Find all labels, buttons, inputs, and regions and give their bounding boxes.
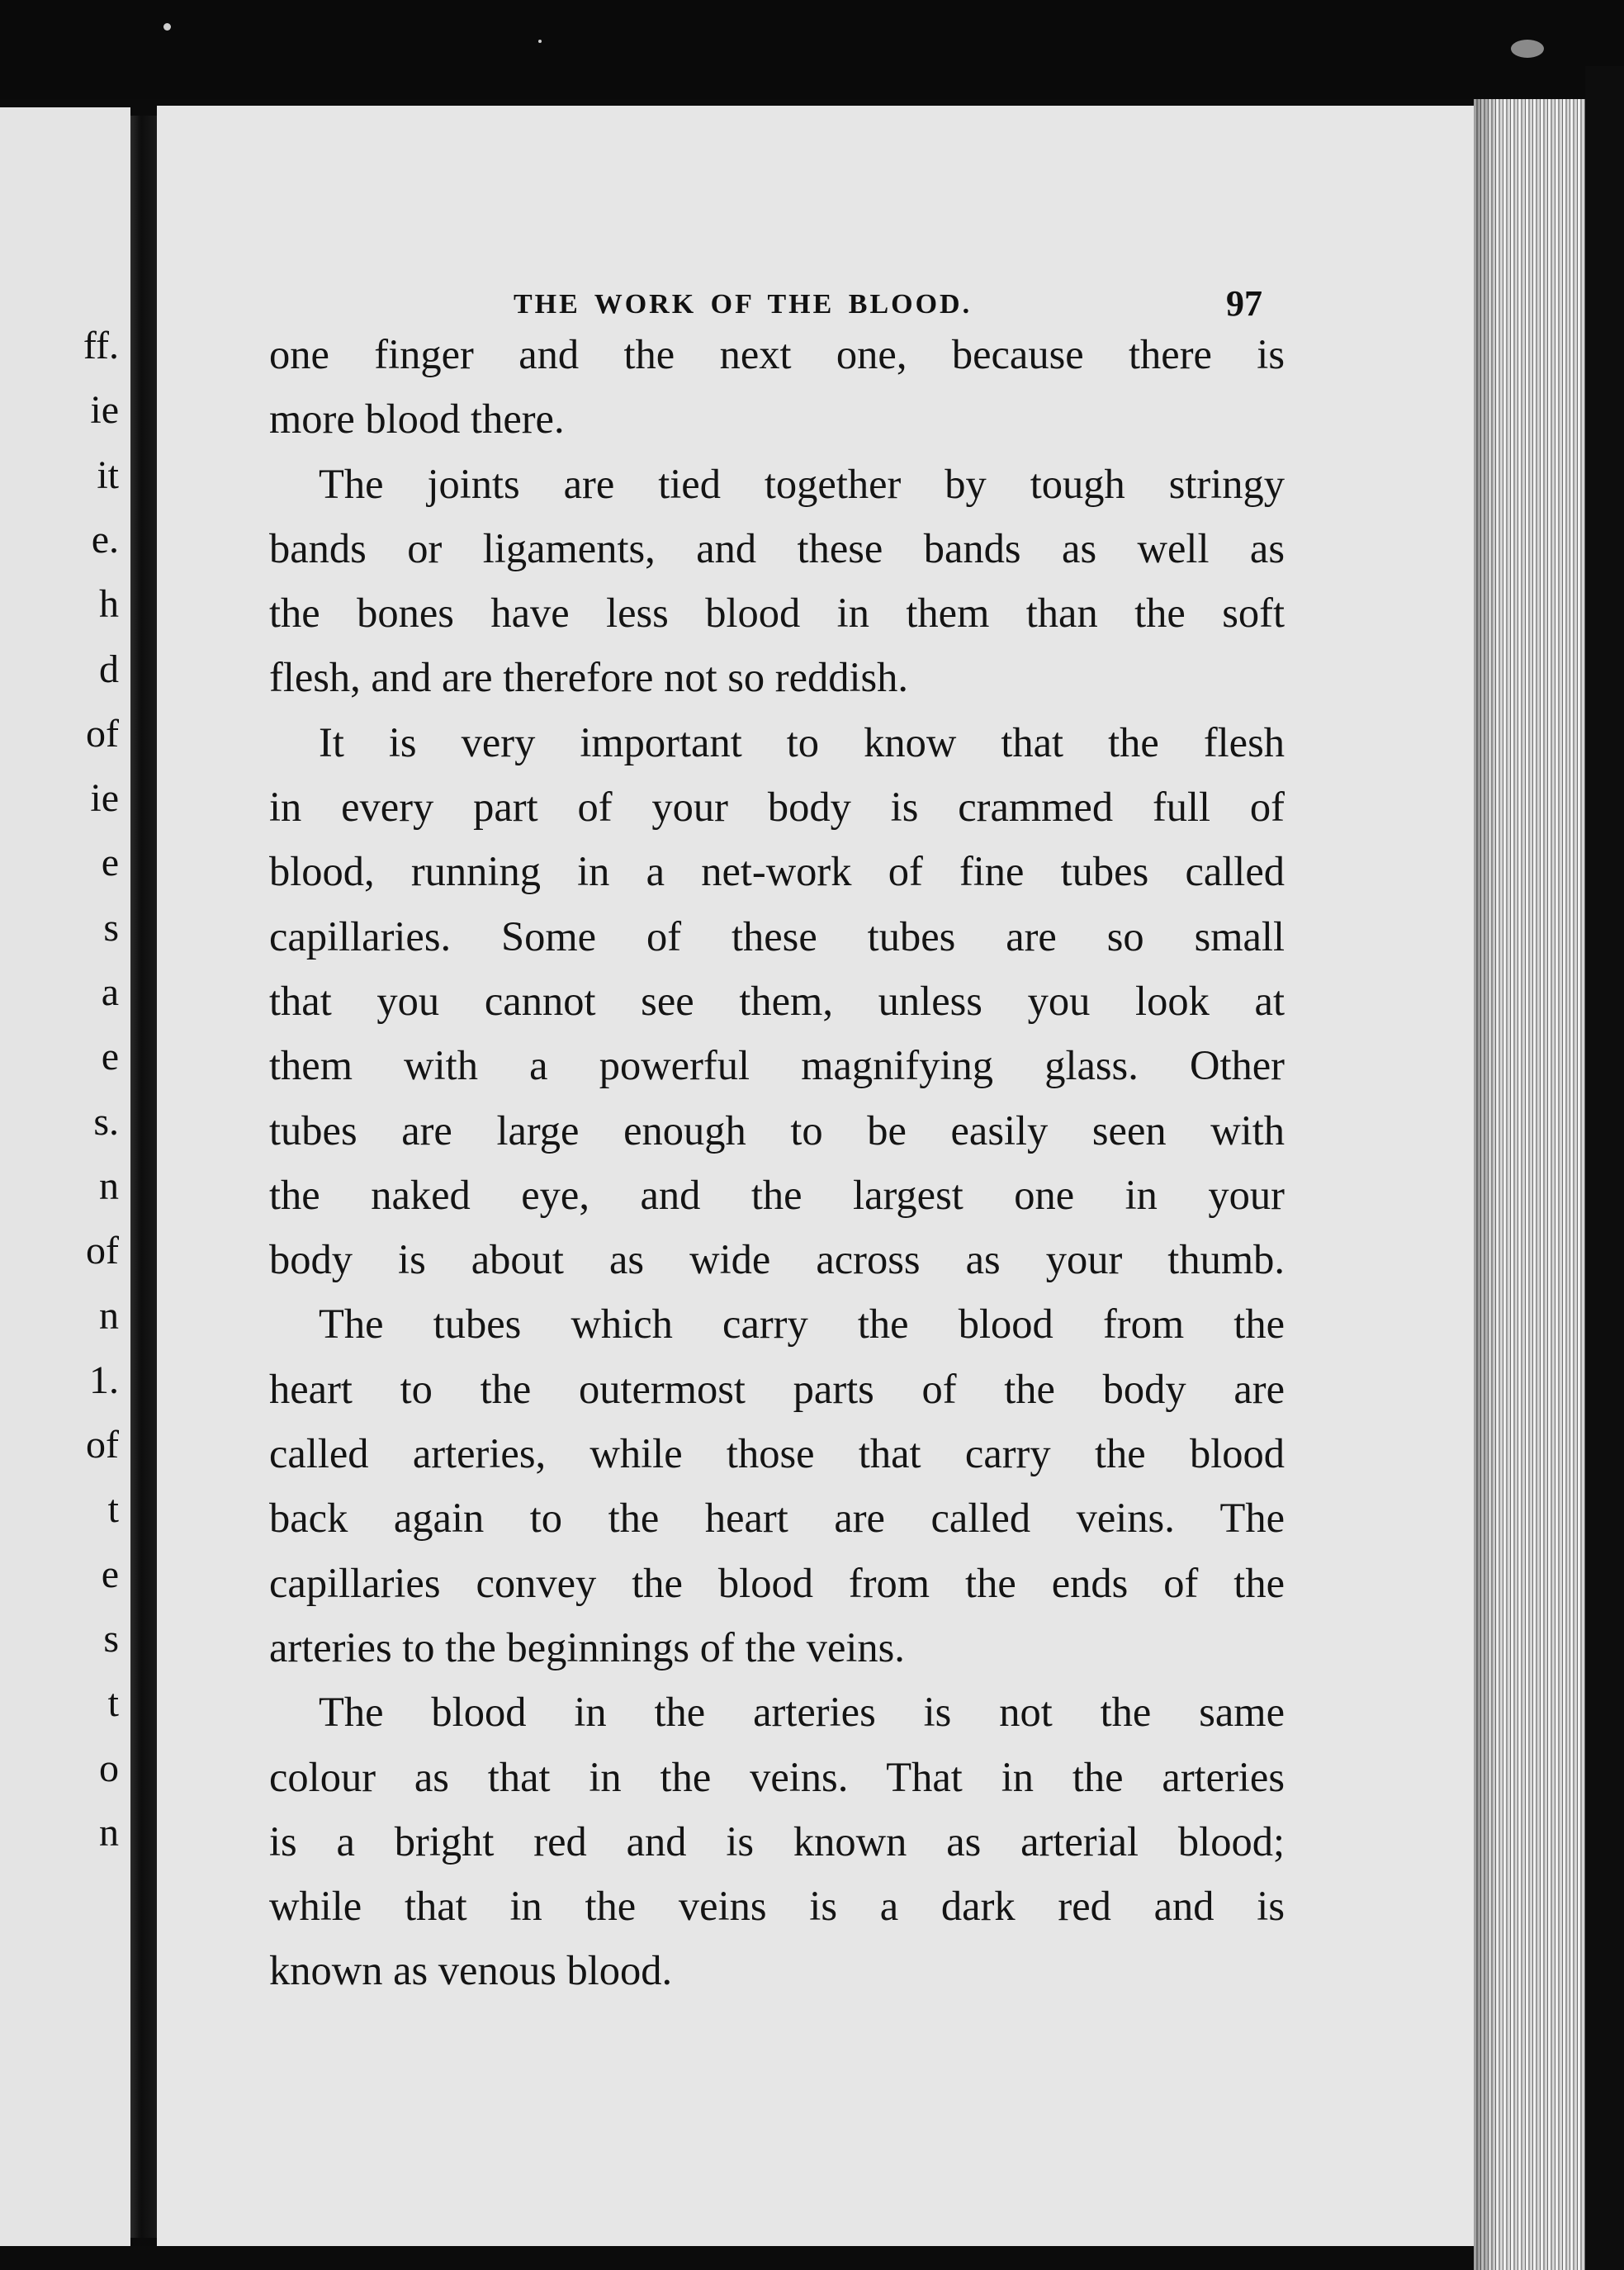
text-line: the bones have less blood in them than the soft bbox=[269, 590, 1285, 637]
scan-speck bbox=[1511, 40, 1544, 58]
text-line: that you cannot see them, unless you look at bbox=[269, 977, 1285, 1024]
text-line: blood, running in a net-work of fine tubes called bbox=[269, 848, 1285, 895]
previous-page-text-fragment: s bbox=[103, 905, 119, 950]
previous-page-text-fragment: of bbox=[86, 711, 119, 756]
book-gutter bbox=[130, 116, 157, 2238]
book-page bbox=[157, 106, 1474, 2253]
previous-page-text-fragment: e bbox=[101, 1552, 119, 1596]
scan-speck bbox=[163, 23, 171, 31]
previous-page-text-fragment: ie bbox=[90, 776, 119, 821]
scan-right-border bbox=[1585, 66, 1624, 2270]
text-line: flesh, and are therefore not so reddish. bbox=[269, 654, 909, 701]
text-line: capillaries. Some of these tubes are so small bbox=[269, 912, 1285, 960]
previous-page-text-fragment: a bbox=[101, 970, 119, 1014]
previous-page-text-fragment: d bbox=[99, 647, 119, 691]
scan-top-border bbox=[0, 0, 1624, 99]
text-line: tubes are large enough to be easily seen with bbox=[269, 1107, 1285, 1154]
text-line: bands or ligaments, and these bands as well as bbox=[269, 524, 1285, 571]
previous-page-text-fragment: t bbox=[107, 1487, 119, 1532]
previous-page-text-fragment: e. bbox=[91, 517, 119, 562]
previous-page-text-fragment: n bbox=[99, 1810, 119, 1855]
previous-page-text-fragment: n bbox=[99, 1163, 119, 1208]
previous-page-text-fragment: of bbox=[86, 1423, 119, 1467]
text-line: called arteries, while those that carry the blood bbox=[269, 1430, 1285, 1477]
text-line: heart to the outermost parts of the body are bbox=[269, 1365, 1285, 1412]
page-edge-shadow bbox=[1474, 99, 1499, 2270]
text-line: body is about as wide across as your thumb. bbox=[269, 1236, 1285, 1283]
page-number: 97 bbox=[1226, 283, 1262, 324]
text-line: is a bright red and is known as arterial blood; bbox=[269, 1817, 1285, 1865]
text-line: The blood in the arteries is not the same bbox=[319, 1689, 1285, 1736]
text-line: the naked eye, and the largest one in your bbox=[269, 1171, 1285, 1218]
running-head: THE WORK OF THE BLOOD. bbox=[514, 289, 973, 320]
previous-page-text-fragment: s bbox=[103, 1617, 119, 1661]
text-line: in every part of your body is crammed full of bbox=[269, 784, 1285, 831]
text-line: colour as that in the veins. That in the arteries bbox=[269, 1753, 1285, 1800]
previous-page-text-fragment: e bbox=[101, 841, 119, 885]
text-line: capillaries convey the blood from the ends of the bbox=[269, 1559, 1285, 1606]
text-line: It is very important to know that the flesh bbox=[319, 718, 1285, 765]
previous-page-text-fragment: ff. bbox=[83, 324, 119, 367]
previous-page-text-fragment: h bbox=[99, 582, 119, 627]
text-line: The joints are tied together by tough stringy bbox=[319, 460, 1285, 507]
previous-page-text-fragment: n bbox=[99, 1293, 119, 1338]
previous-page-text-fragment: it bbox=[97, 453, 119, 497]
text-line: back again to the heart are called veins. The bbox=[269, 1495, 1285, 1542]
text-line: known as venous blood. bbox=[269, 1947, 673, 1994]
text-line: The tubes which carry the blood from the bbox=[319, 1301, 1285, 1348]
previous-page-text-fragment: 1. bbox=[89, 1358, 119, 1402]
previous-page-text-fragment: of bbox=[86, 1229, 119, 1273]
previous-page-text-fragment: ie bbox=[90, 388, 119, 433]
text-line: arteries to the beginnings of the veins. bbox=[269, 1623, 905, 1671]
scan-speck bbox=[538, 40, 542, 43]
previous-page-text-fragment: e bbox=[101, 1035, 119, 1079]
previous-page-text-fragment: o bbox=[99, 1746, 119, 1790]
previous-page-fragment bbox=[0, 107, 130, 2246]
text-line: while that in the veins is a dark red and is bbox=[269, 1883, 1285, 1930]
scan-bottom-border bbox=[0, 2246, 1474, 2270]
previous-page-text-fragment: t bbox=[107, 1681, 119, 1726]
text-line: more blood there. bbox=[269, 396, 565, 443]
text-line: one finger and the next one, because there is bbox=[269, 331, 1285, 377]
body-text bbox=[269, 322, 1285, 2003]
text-line: them with a powerful magnifying glass. Other bbox=[269, 1042, 1285, 1089]
previous-page-text-fragment: s. bbox=[93, 1099, 119, 1144]
